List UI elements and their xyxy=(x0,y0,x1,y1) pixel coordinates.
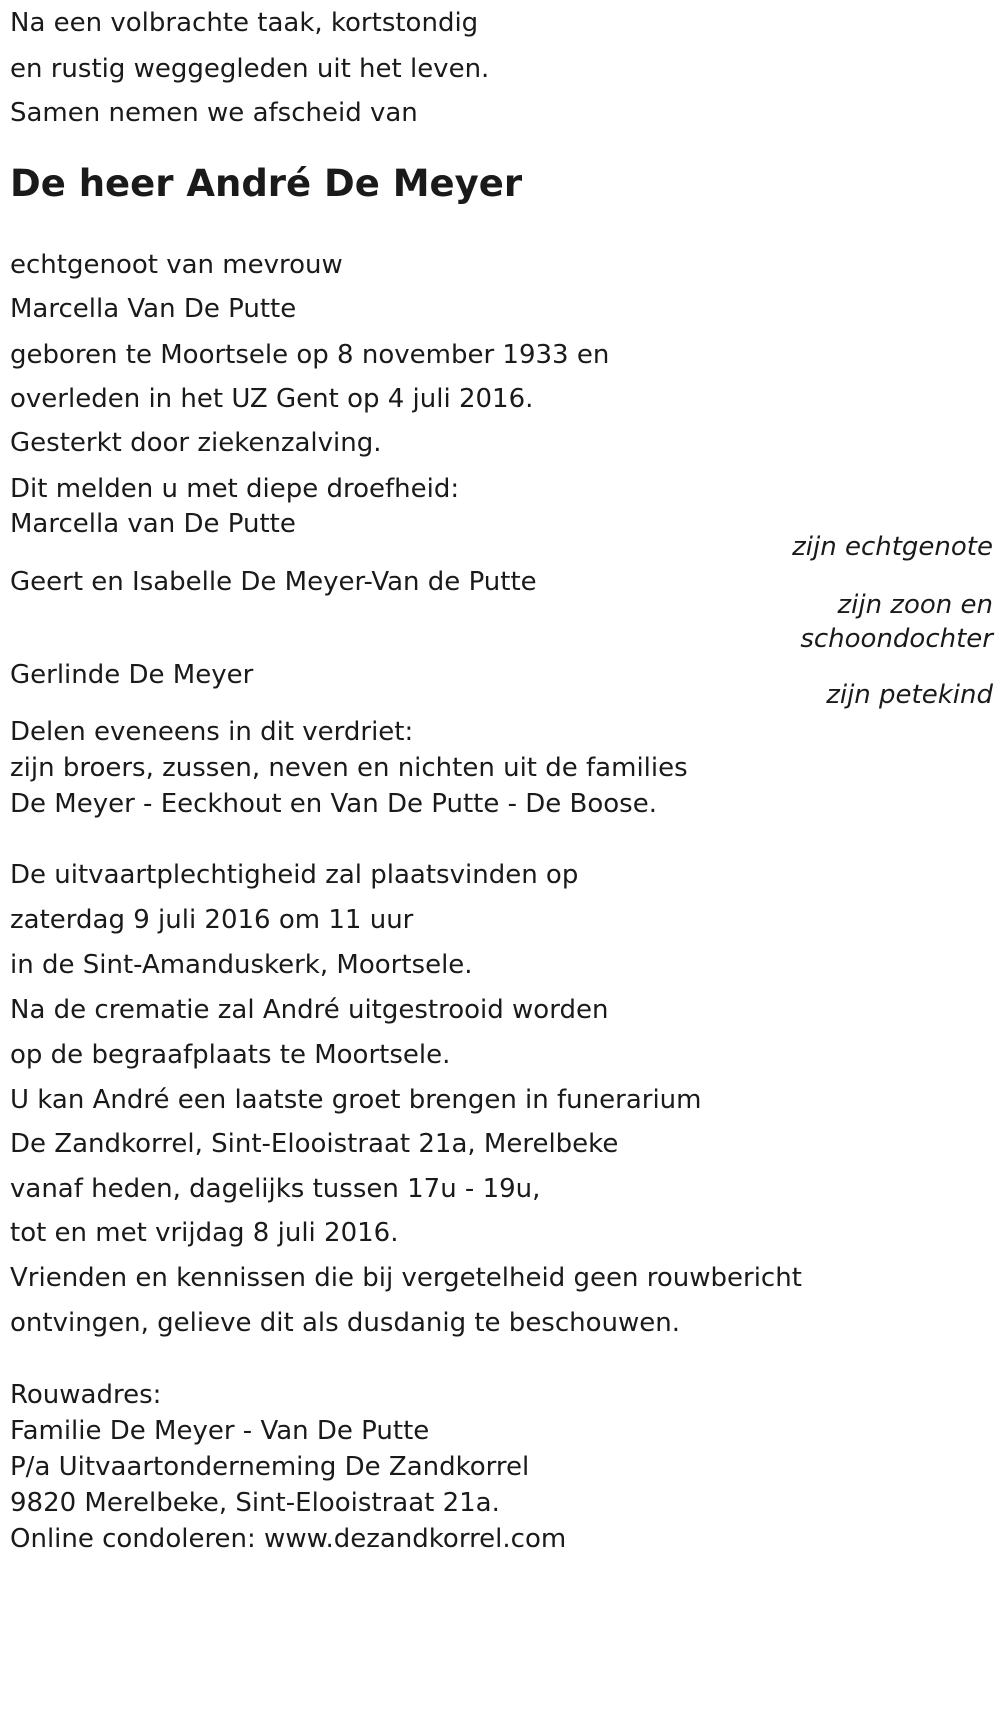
bio-line: echtgenoot van mevrouw xyxy=(10,250,343,280)
ceremony-line: zaterdag 9 juli 2016 om 11 uur xyxy=(10,905,414,935)
bio-line: Gesterkt door ziekenzalving. xyxy=(10,428,382,458)
bio-line: Marcella Van De Putte xyxy=(10,294,297,324)
ceremony-line: U kan André een laatste groet brengen in funerarium xyxy=(10,1085,702,1115)
mourner-name: Marcella van De Putte xyxy=(10,509,296,539)
address-line: Rouwadres: xyxy=(10,1380,162,1410)
ceremony-line: De Zandkorrel, Sint-Elooistraat 21a, Merelbeke xyxy=(10,1129,619,1159)
mourner-role: zijn zoon en xyxy=(837,590,993,620)
mourner-role: zijn petekind xyxy=(826,680,993,710)
families-line: zijn broers, zussen, neven en nichten uit de families xyxy=(10,753,688,783)
intro-line: Samen nemen we afscheid van xyxy=(10,98,418,128)
mourners-intro: Dit melden u met diepe droefheid: xyxy=(10,474,460,504)
address-line: P/a Uitvaartonderneming De Zandkorrel xyxy=(10,1452,530,1482)
ceremony-line: vanaf heden, dagelijks tussen 17u - 19u, xyxy=(10,1174,541,1204)
bio-line: geboren te Moortsele op 8 november 1933 en xyxy=(10,340,610,370)
ceremony-line: Na de crematie zal André uitgestrooid worden xyxy=(10,995,609,1025)
ceremony-line: tot en met vrijdag 8 juli 2016. xyxy=(10,1218,399,1248)
ceremony-line: op de begraafplaats te Moortsele. xyxy=(10,1040,451,1070)
address-line: 9820 Merelbeke, Sint-Elooistraat 21a. xyxy=(10,1488,500,1518)
intro-line: Na een volbrachte taak, kortstondig xyxy=(10,8,479,38)
families-line: De Meyer - Eeckhout en Van De Putte - De Boose. xyxy=(10,789,657,819)
mourner-role: zijn echtgenote xyxy=(792,532,993,562)
ceremony-line: Vrienden en kennissen die bij vergetelheid geen rouwbericht xyxy=(10,1263,802,1293)
bio-line: overleden in het UZ Gent op 4 juli 2016. xyxy=(10,384,534,414)
address-line: Familie De Meyer - Van De Putte xyxy=(10,1416,430,1446)
ceremony-line: ontvingen, gelieve dit als dusdanig te beschouwen. xyxy=(10,1308,681,1338)
ceremony-line: De uitvaartplechtigheid zal plaatsvinden op xyxy=(10,860,579,890)
mourner-name: Gerlinde De Meyer xyxy=(10,660,254,690)
deceased-name: De heer André De Meyer xyxy=(10,162,523,205)
intro-line: en rustig weggegleden uit het leven. xyxy=(10,54,490,84)
families-line: Delen eveneens in dit verdriet: xyxy=(10,717,414,747)
address-line: Online condoleren: www.dezandkorrel.com xyxy=(10,1524,567,1554)
ceremony-line: in de Sint-Amanduskerk, Moortsele. xyxy=(10,950,473,980)
mourner-role: schoondochter xyxy=(800,624,993,654)
mourner-name: Geert en Isabelle De Meyer-Van de Putte xyxy=(10,567,537,597)
